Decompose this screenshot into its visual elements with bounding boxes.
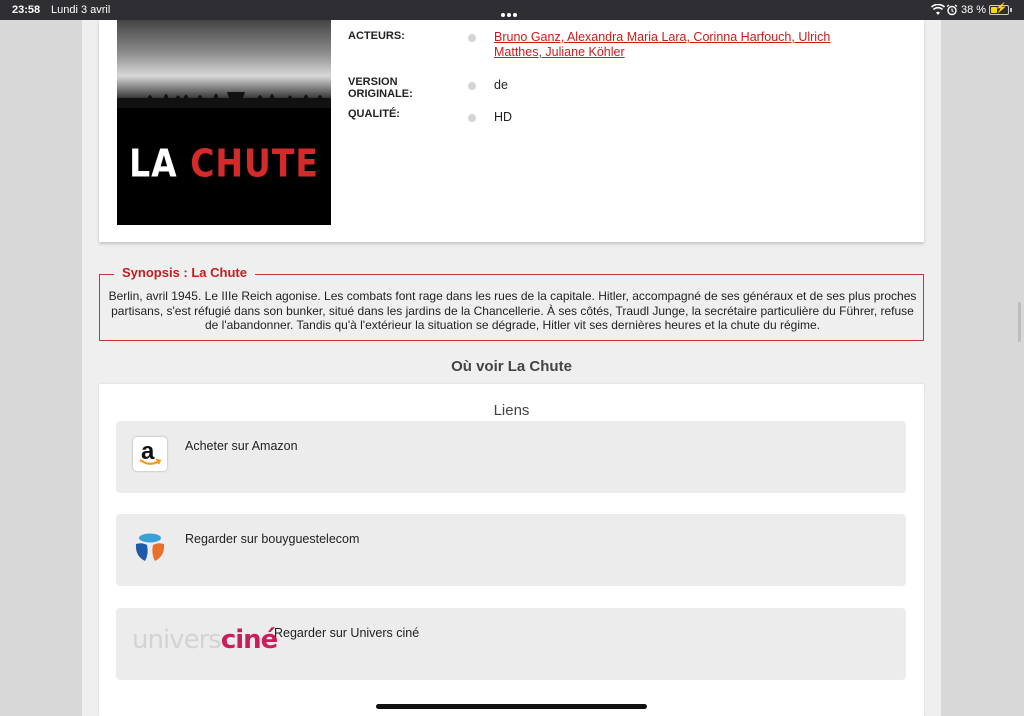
info-value: de bbox=[494, 78, 508, 92]
universcine-logo-icon: universciné bbox=[132, 625, 278, 655]
scroll-indicator bbox=[1018, 302, 1021, 342]
home-indicator[interactable] bbox=[376, 704, 647, 709]
battery-icon: ⚡ bbox=[989, 5, 1009, 15]
links-card bbox=[99, 384, 924, 716]
poster-title-word1: LA bbox=[129, 141, 178, 186]
battery-percent: 38 % bbox=[961, 4, 987, 16]
alarm-icon bbox=[946, 4, 958, 16]
poster-silhouettes bbox=[117, 86, 331, 108]
amazon-logo-icon: a bbox=[133, 437, 167, 471]
info-row-original-version bbox=[348, 76, 908, 100]
info-value: HD bbox=[494, 110, 513, 124]
multitasking-dots-icon[interactable] bbox=[501, 8, 521, 12]
info-label: QUALITÉ: bbox=[348, 108, 400, 120]
actors-link[interactable]: Bruno Ganz, Alexandra Maria Lara, Corinna Harfouch, Ulrich Matthes, Juliane Köhler bbox=[494, 30, 831, 59]
bullet-icon bbox=[468, 34, 476, 42]
info-label: ACTEURS: bbox=[348, 30, 405, 42]
link-amazon[interactable] bbox=[116, 421, 906, 493]
link-label: Regarder sur Univers ciné bbox=[274, 626, 420, 640]
bullet-icon bbox=[468, 114, 476, 122]
synopsis-title: Synopsis : La Chute bbox=[114, 265, 255, 280]
movie-info-card bbox=[99, 20, 924, 242]
bullet-icon bbox=[468, 82, 476, 90]
status-time: 23:58 bbox=[12, 4, 41, 16]
status-date: Lundi 3 avril bbox=[51, 4, 111, 16]
where-to-watch-title: Où voir La Chute bbox=[451, 358, 572, 375]
link-bouyguestelecom[interactable] bbox=[116, 514, 906, 586]
page-content bbox=[82, 20, 941, 716]
info-label: VERSION ORIGINALE: bbox=[348, 76, 413, 100]
poster-title-word2: CHUTE bbox=[190, 141, 319, 186]
link-universcine[interactable] bbox=[116, 608, 906, 680]
info-row-quality bbox=[348, 108, 908, 124]
status-bar bbox=[0, 0, 1024, 20]
synopsis-text: Berlin, avril 1945. Le IIIe Reich agonise. Les combats font rage dans les rues de la capitale. Hitler, accompagné de ses généraux et de ses plus proches partisans, s'est réfugié dans son bunker, situé dans les jardins de la Chancellerie. À ses côtés, Traudl Junge, la secrétaire particulière du Führer, refuse de l'abandonner. Tandis qu'à l'extérieur la situation se dégrade, Hitler vit ses dernières heures et la chute du régime. bbox=[108, 289, 917, 332]
links-title: Liens bbox=[493, 402, 530, 419]
info-row-actors bbox=[348, 30, 908, 64]
wifi-icon bbox=[931, 4, 945, 16]
link-label: Acheter sur Amazon bbox=[185, 439, 298, 453]
synopsis-box bbox=[99, 265, 924, 341]
link-label: Regarder sur bouyguestelecom bbox=[185, 532, 360, 546]
battery-tip bbox=[1010, 8, 1012, 12]
poster-title bbox=[117, 141, 331, 186]
bouygues-logo-icon bbox=[133, 532, 167, 564]
movie-poster[interactable] bbox=[117, 20, 331, 225]
